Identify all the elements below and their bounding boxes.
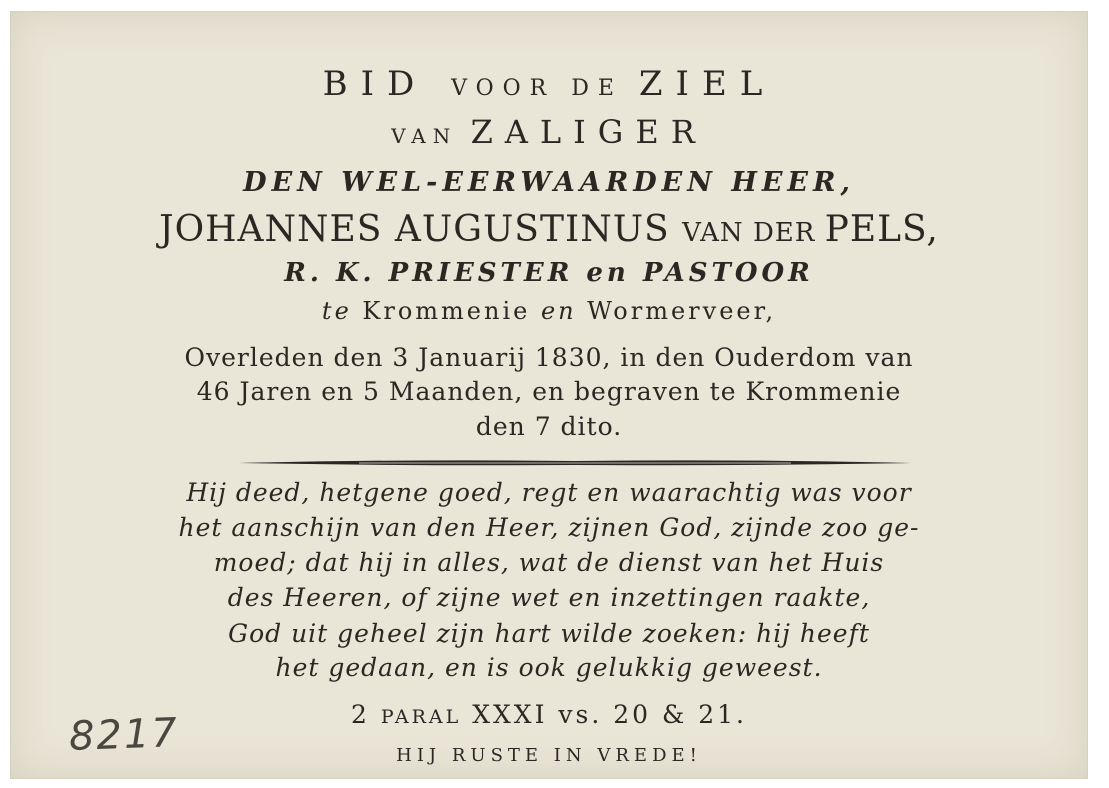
rest-in-peace: HIJ RUSTE IN VREDE! [396, 745, 702, 766]
verse-line-6: het gedaan, en is ook gelukkig geweest. [275, 653, 823, 682]
age-burial-line: 46 Jaren en 5 Maanden, en begraven te Krommenie [196, 377, 902, 406]
deceased-name [11, 209, 1087, 250]
verse-line-5: God uit geheel zijn hart wilde zoeken: hij heeft [228, 619, 870, 648]
reference-chapter: XXXI vs. 20 & 21. [461, 700, 747, 729]
parish-te: te [321, 297, 352, 325]
memorial-card [10, 11, 1088, 779]
parish-en: en [540, 297, 577, 325]
parish-line [11, 297, 1087, 325]
death-date-line: Overleden den 3 Januarij 1830, in den Ouderdom van [184, 343, 914, 372]
heading-word-van: VAN [391, 124, 471, 148]
reference-number: 2 [351, 700, 381, 729]
parish-wormerveer: Wormerveer, [576, 297, 777, 325]
ornamental-divider [239, 456, 911, 470]
verse-line-3: moed; dat hij in alles, wat de dienst van het Huis [213, 548, 885, 577]
heading-word-zaliger: ZALIGER [470, 113, 707, 151]
heading-word-ziel: ZIEL [638, 64, 776, 104]
name-surname: PELS, [824, 209, 939, 250]
heading-words-voor-de: VOOR DE [451, 76, 639, 101]
verse-line-1: Hij deed, hetgene goed, regt en waarachtig was voor [186, 478, 912, 507]
office-line: R. K. PRIESTER en PASTOOR [284, 258, 814, 288]
name-given: JOHANNES AUGUSTINUS [159, 209, 683, 250]
parish-krommenie: Krommenie [351, 297, 541, 325]
title-line: DEN WEL-EERWAARDEN HEER, [243, 167, 855, 198]
name-particle: VAN DER [682, 218, 825, 248]
reference-book: PARAL [380, 706, 462, 728]
handwritten-inventory-number: 8217 [68, 710, 180, 760]
verse-line-4: des Heeren, of zijne wet en inzettingen raakte, [227, 583, 871, 612]
heading-word-bid: BID [322, 64, 452, 104]
heading-bid-voor-de-ziel [11, 64, 1087, 104]
burial-date-line: den 7 dito. [475, 412, 623, 441]
heading-van-zaliger [11, 113, 1087, 151]
verse-line-2: het aanschijn van den Heer, zijnen God, zijnde zoo ge- [178, 513, 920, 542]
